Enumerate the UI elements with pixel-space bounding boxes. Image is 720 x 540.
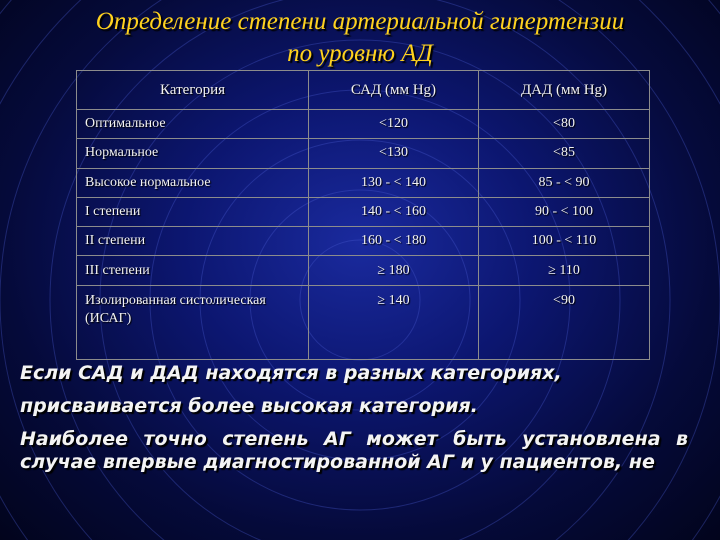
title-line-1: Определение степени артериальной гипертензии <box>95 8 625 35</box>
cell-dbp: <80 <box>479 110 650 139</box>
cell-sbp: <120 <box>309 110 479 139</box>
cell-dbp: ≥ 110 <box>479 256 650 285</box>
table-row <box>77 139 650 168</box>
header-dbp: ДАД (мм Hg) <box>479 71 650 110</box>
cell-sbp: 130 - < 140 <box>309 168 479 197</box>
header-category: Категория <box>77 71 309 110</box>
cell-category: Оптимальное <box>77 110 309 139</box>
cell-dbp: <90 <box>479 285 650 359</box>
cell-dbp: 90 - < 100 <box>479 197 650 226</box>
cell-category: Изолированная систолическая (ИСАГ) <box>77 285 309 359</box>
table-row <box>77 110 650 139</box>
header-sbp: САД (мм Hg) <box>309 71 479 110</box>
cell-sbp: <130 <box>309 139 479 168</box>
cell-dbp: 100 - < 110 <box>479 227 650 256</box>
cell-category: Нормальное <box>77 139 309 168</box>
cell-category: I степени <box>77 197 309 226</box>
cell-category: II степени <box>77 227 309 256</box>
cell-dbp: 85 - < 90 <box>479 168 650 197</box>
table-row <box>77 168 650 197</box>
cell-sbp: 160 - < 180 <box>309 227 479 256</box>
note-paragraph-2: присваивается более высокая категория. <box>20 395 478 417</box>
note-paragraph-1: Если САД и ДАД находятся в разных категориях, <box>20 362 562 384</box>
table-row <box>77 256 650 285</box>
table-row <box>77 197 650 226</box>
table-row <box>77 227 650 256</box>
hypertension-grades-table <box>76 70 650 360</box>
table-row <box>77 285 650 359</box>
note-paragraph-3: Наиболее точно степень АГ может быть установлена в случае впервые диагностированной АГ и у пациентов, не <box>20 428 688 473</box>
cell-sbp: ≥ 180 <box>309 256 479 285</box>
table-header-row <box>77 71 650 110</box>
cell-dbp: <85 <box>479 139 650 168</box>
notes-text <box>20 362 688 484</box>
slide-title <box>0 6 720 70</box>
cell-sbp: 140 - < 160 <box>309 197 479 226</box>
title-line-2: по уровню АД <box>287 40 433 67</box>
cell-category: III степени <box>77 256 309 285</box>
cell-sbp: ≥ 140 <box>309 285 479 359</box>
cell-category: Высокое нормальное <box>77 168 309 197</box>
